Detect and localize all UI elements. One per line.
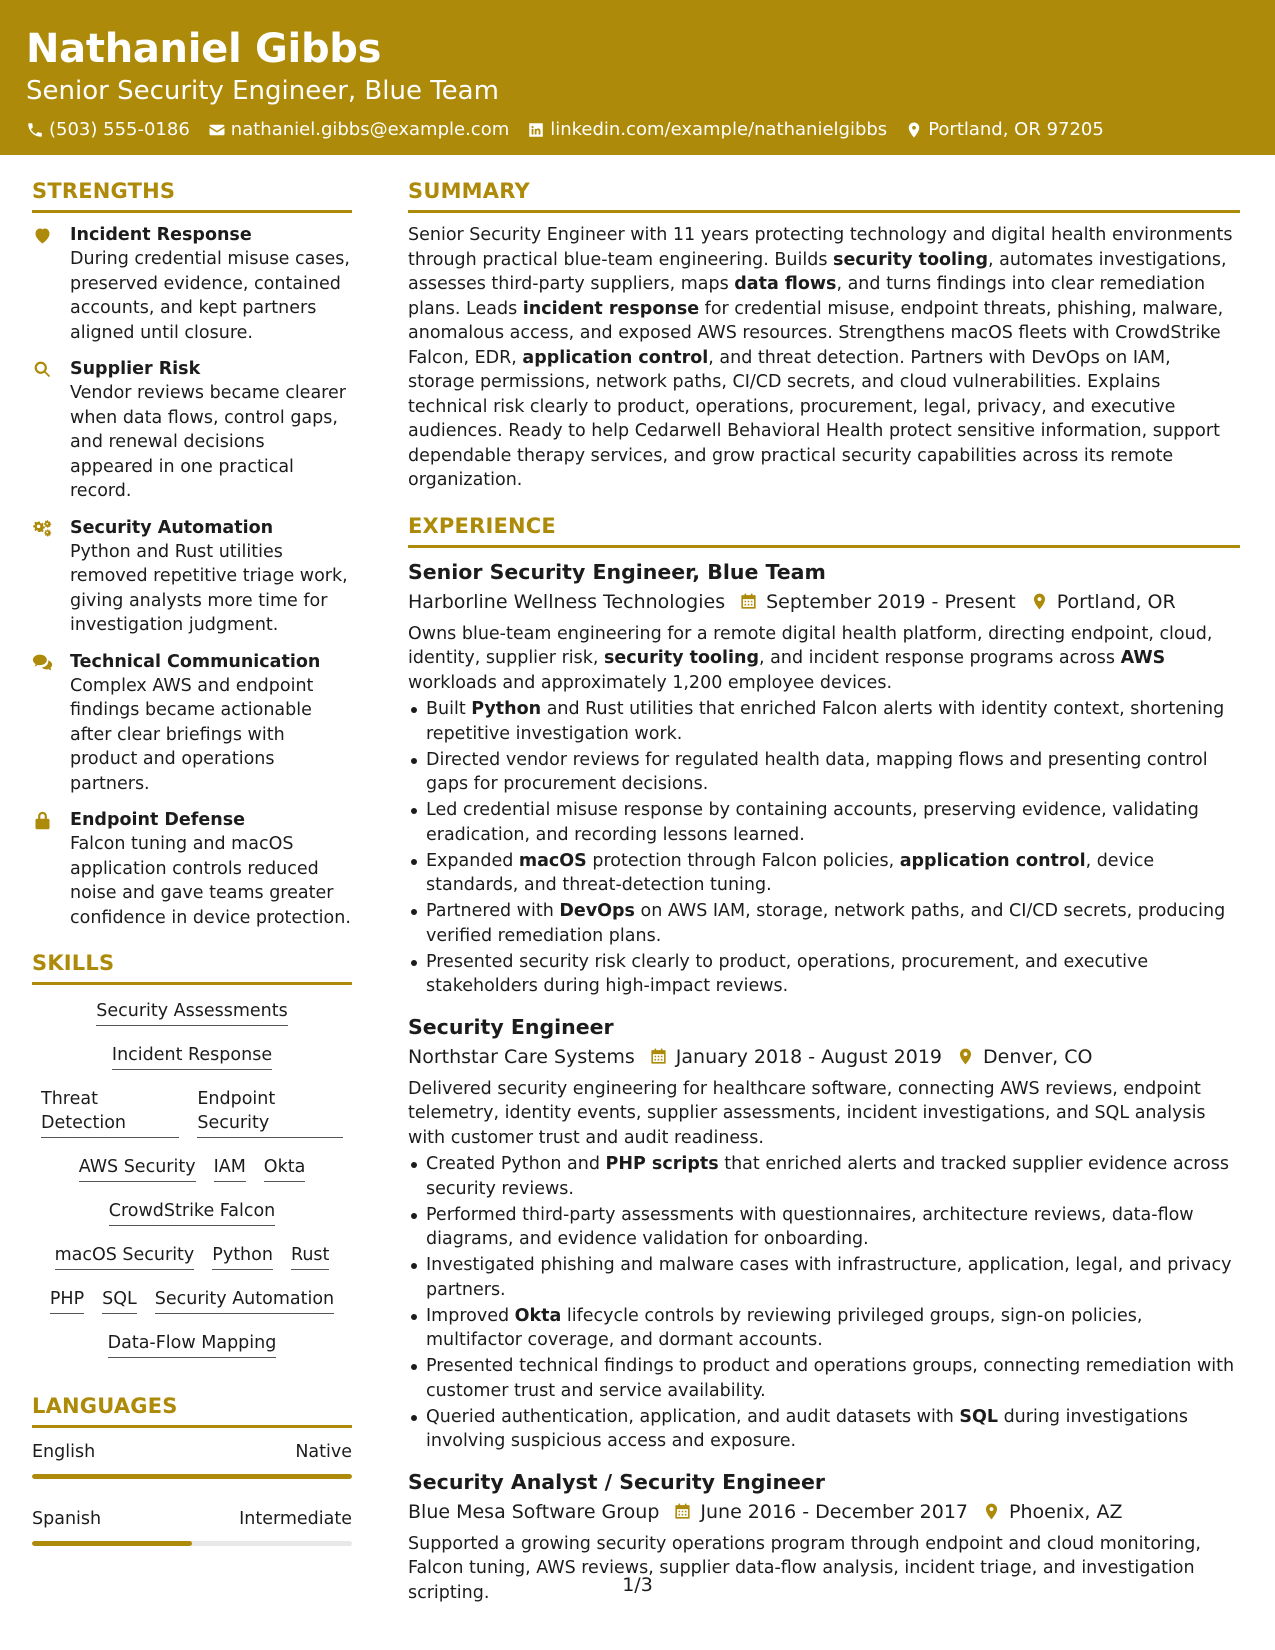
contact-linkedin[interactable] [527,118,887,142]
envelope-icon [208,121,226,139]
skill-row [32,999,352,1026]
magnifier-icon [32,359,53,380]
job-dates: September 2019 - Present [766,590,1016,613]
strength-title: Security Automation [70,517,274,538]
job-description: Supported a growing security operations program through endpoint and cloud monitoring, Falcon tuning, AWS reviews, supplier data-flow analysis, incident triage, and investigation scripting. [408,1533,1201,1603]
phone-icon [26,121,44,139]
linkedin-icon [527,121,545,139]
skill-tag: AWS Security [79,1155,196,1182]
summary-heading: SUMMARY [408,178,1240,213]
skill-tag: PHP [50,1287,84,1314]
heart-icon [32,225,53,246]
skill-row [32,1199,352,1226]
language-level: Native [295,1442,352,1462]
job-bullet: Directed vendor reviews for regulated health data, mapping flows and presenting control gaps for procurement decisions. [408,748,1240,797]
strength-description: Falcon tuning and macOS application controls reduced noise and gave teams greater confidence in device protection. [70,834,351,928]
lock-icon [32,810,53,831]
job-location: Denver, CO [983,1045,1093,1068]
candidate-name: Nathaniel Gibbs [26,26,382,72]
skills-section [32,950,352,1358]
job-dates: June 2016 - December 2017 [700,1500,969,1523]
job-bullet: Created Python and PHP scripts that enriched alerts and tracked supplier evidence across security reviews. [408,1152,1240,1201]
strength-description: During credential misuse cases, preserved evidence, contained accounts, and kept partners aligned until closure. [70,249,350,343]
job-bullet: Performed third-party assessments with questionnaires, architecture reviews, data-flow diagrams, and evidence validation for onboarding. [408,1203,1240,1252]
strength-description: Vendor reviews became clearer when data flows, control gaps, and renewal decisions appeared in one practical record. [70,383,346,501]
left-column [32,178,352,1546]
job-dates: January 2018 - August 2019 [675,1045,943,1068]
map-pin-icon [982,1502,1001,1521]
languages-heading: LANGUAGES [32,1393,352,1428]
job-bullets [408,1152,1240,1454]
emphasis-text: DevOps [559,901,635,921]
skill-tag: CrowdStrike Falcon [109,1199,276,1226]
job-title: Security Analyst / Security Engineer [408,1469,825,1494]
strength-title: Technical Communication [70,651,321,672]
strength-title: Incident Response [70,225,252,245]
job-company: Harborline Wellness Technologies [408,590,726,613]
skill-row [32,1043,352,1070]
contact-location-text: Portland, OR 97205 [928,119,1104,140]
skill-tag: Security Assessments [96,999,288,1026]
job-bullet: Partnered with DevOps on AWS IAM, storage, network paths, and CI/CD secrets, producing verified remediation plans. [408,899,1240,948]
job-bullet: Led credential misuse response by containing accounts, preserving evidence, validating eradication, and recording lessons learned. [408,798,1240,847]
right-column [408,178,1240,1619]
skill-tag: SQL [102,1287,137,1314]
skill-tag: Data-Flow Mapping [108,1331,277,1358]
contact-bar [26,118,1275,142]
emphasis-text: security tooling [604,648,760,668]
language-proficiency-fill [32,1474,352,1479]
chat-bubbles-icon [32,652,53,673]
job-title: Senior Security Engineer, Blue Team [408,559,826,584]
calendar-icon [739,592,758,611]
job-description: Delivered security engineering for healthcare software, connecting AWS reviews, endpoint telemetry, identity events, supplier assessments, incident investigations, and SQL analysis with customer trust and audit readiness. [408,1078,1206,1148]
job-bullet: Presented technical findings to product and operations groups, connecting remediation with customer trust and service availability. [408,1354,1240,1403]
skill-row [32,1155,352,1182]
strength-item [32,650,352,797]
gears-icon [32,518,53,539]
languages-section [32,1393,352,1546]
job-meta [408,1043,1240,1071]
strength-item [32,808,352,930]
strength-title: Endpoint Defense [70,810,246,830]
job-bullet: Built Python and Rust utilities that enriched Falcon alerts with identity context, shortening repetitive investigation work. [408,697,1240,746]
job-bullet: Expanded macOS protection through Falcon policies, application control, device standards, and threat-detection tuning. [408,849,1240,898]
language-proficiency-fill [32,1541,192,1546]
contact-phone[interactable] [26,118,190,142]
job-meta [408,1498,1240,1526]
language-row [32,1507,352,1531]
emphasis-text: security tooling [833,249,989,270]
language-name: English [32,1442,96,1462]
contact-email-text: nathaniel.gibbs@example.com [230,119,510,140]
contact-linkedin-text: linkedin.com/example/nathanielgibbs [550,119,888,140]
job-company: Blue Mesa Software Group [408,1500,660,1523]
skill-tag: IAM [214,1155,246,1182]
job-title: Security Engineer [408,1014,614,1039]
skill-tag: Security Automation [155,1287,334,1314]
language-proficiency-bar [32,1541,352,1546]
page-number: 1/3 [622,1574,653,1596]
language-level: Intermediate [239,1509,352,1529]
map-pin-icon [956,1047,975,1066]
skill-tag: Rust [291,1243,329,1270]
emphasis-text: application control [899,850,1086,871]
skill-tag: Incident Response [112,1043,272,1070]
strength-item [32,223,352,345]
strength-description: Python and Rust utilities removed repetitive triage work, giving analysts more time for investigation judgment. [70,541,348,635]
language-row [32,1440,352,1464]
emphasis-text: application control [522,347,709,368]
emphasis-text: AWS [1120,648,1166,668]
candidate-title: Senior Security Engineer, Blue Team [26,76,499,106]
job-bullet: Improved Okta lifecycle controls by reviewing privileged groups, sign-on policies, multifactor coverage, and dormant accounts. [408,1304,1240,1353]
emphasis-text: data flows [734,274,837,294]
map-pin-icon [1030,592,1049,611]
job-meta [408,588,1240,616]
skill-row [32,1331,352,1358]
job-entry [408,1013,1240,1454]
job-description: Owns blue-team engineering for a remote digital health platform, directing endpoint, cloud, identity, supplier risk, security tooling, and incident response programs across AWS workloads and approximately 1,200 employee devices. [408,623,1213,693]
summary-text: Senior Security Engineer with 11 years protecting technology and digital health environments through practical blue-team engineering. Builds security tooling, automates investigations, assesses third-party suppliers, maps data flows, and turns findings into clear remediation plans. Leads incident response for credential misuse, endpoint threats, phishing, malware, anomalous access, and exposed AWS resources. Strengthens macOS fleets with CrowdStrike Falcon, EDR, application control, and threat detection. Partners with DevOps on IAM, storage permissions, network paths, CI/CD secrets, and cloud vulnerabilities. Explains technical risk clearly to product, operations, procurement, legal, privacy, and executive audiences. Ready to help Cedarwell Behavioral Health protect sensitive information, support dependable therapy services, and grow practical security capabilities across its remote organization. [408,225,1233,490]
emphasis-text: PHP scripts [605,1154,719,1174]
skill-tag: Endpoint Security [197,1087,343,1138]
skill-tag: Okta [264,1155,306,1182]
emphasis-text: Okta [514,1305,562,1326]
job-entry [408,558,1240,999]
emphasis-text: Python [471,699,542,719]
strength-item [32,357,352,504]
resume-header [0,0,1275,155]
skills-heading: SKILLS [32,950,352,985]
job-location: Phoenix, AZ [1009,1500,1123,1523]
emphasis-text: macOS [518,850,587,871]
skill-row [32,1243,352,1270]
strength-item [32,516,352,638]
contact-location [905,118,1104,142]
job-company: Northstar Care Systems [408,1045,635,1068]
strength-description: Complex AWS and endpoint findings became actionable after clear briefings with product and operations partners. [70,675,314,794]
skill-row [32,1287,352,1314]
job-bullet: Investigated phishing and malware cases with infrastructure, application, legal, and privacy partners. [408,1253,1240,1302]
emphasis-text: incident response [522,298,700,319]
job-location: Portland, OR [1056,590,1176,613]
strength-title: Supplier Risk [70,359,201,379]
experience-heading: EXPERIENCE [408,513,1240,548]
skill-tag: macOS Security [55,1243,195,1270]
emphasis-text: SQL [959,1406,998,1427]
job-bullets [408,697,1240,999]
calendar-icon [673,1502,692,1521]
language-name: Spanish [32,1509,102,1529]
calendar-icon [649,1047,668,1066]
skill-tag: Threat Detection [41,1087,179,1138]
job-bullet: Presented security risk clearly to product, operations, procurement, and executive stakeholders during high-impact reviews. [408,950,1240,999]
map-pin-icon [905,121,923,139]
skill-row [32,1087,352,1138]
skill-tag: Python [212,1243,273,1270]
contact-email[interactable] [208,118,509,142]
strengths-heading: STRENGTHS [32,178,352,213]
job-bullet: Queried authentication, application, and audit datasets with SQL during investigations involving suspicious access and exposure. [408,1405,1240,1454]
language-proficiency-bar [32,1474,352,1479]
contact-phone-text: (503) 555-0186 [49,119,190,140]
